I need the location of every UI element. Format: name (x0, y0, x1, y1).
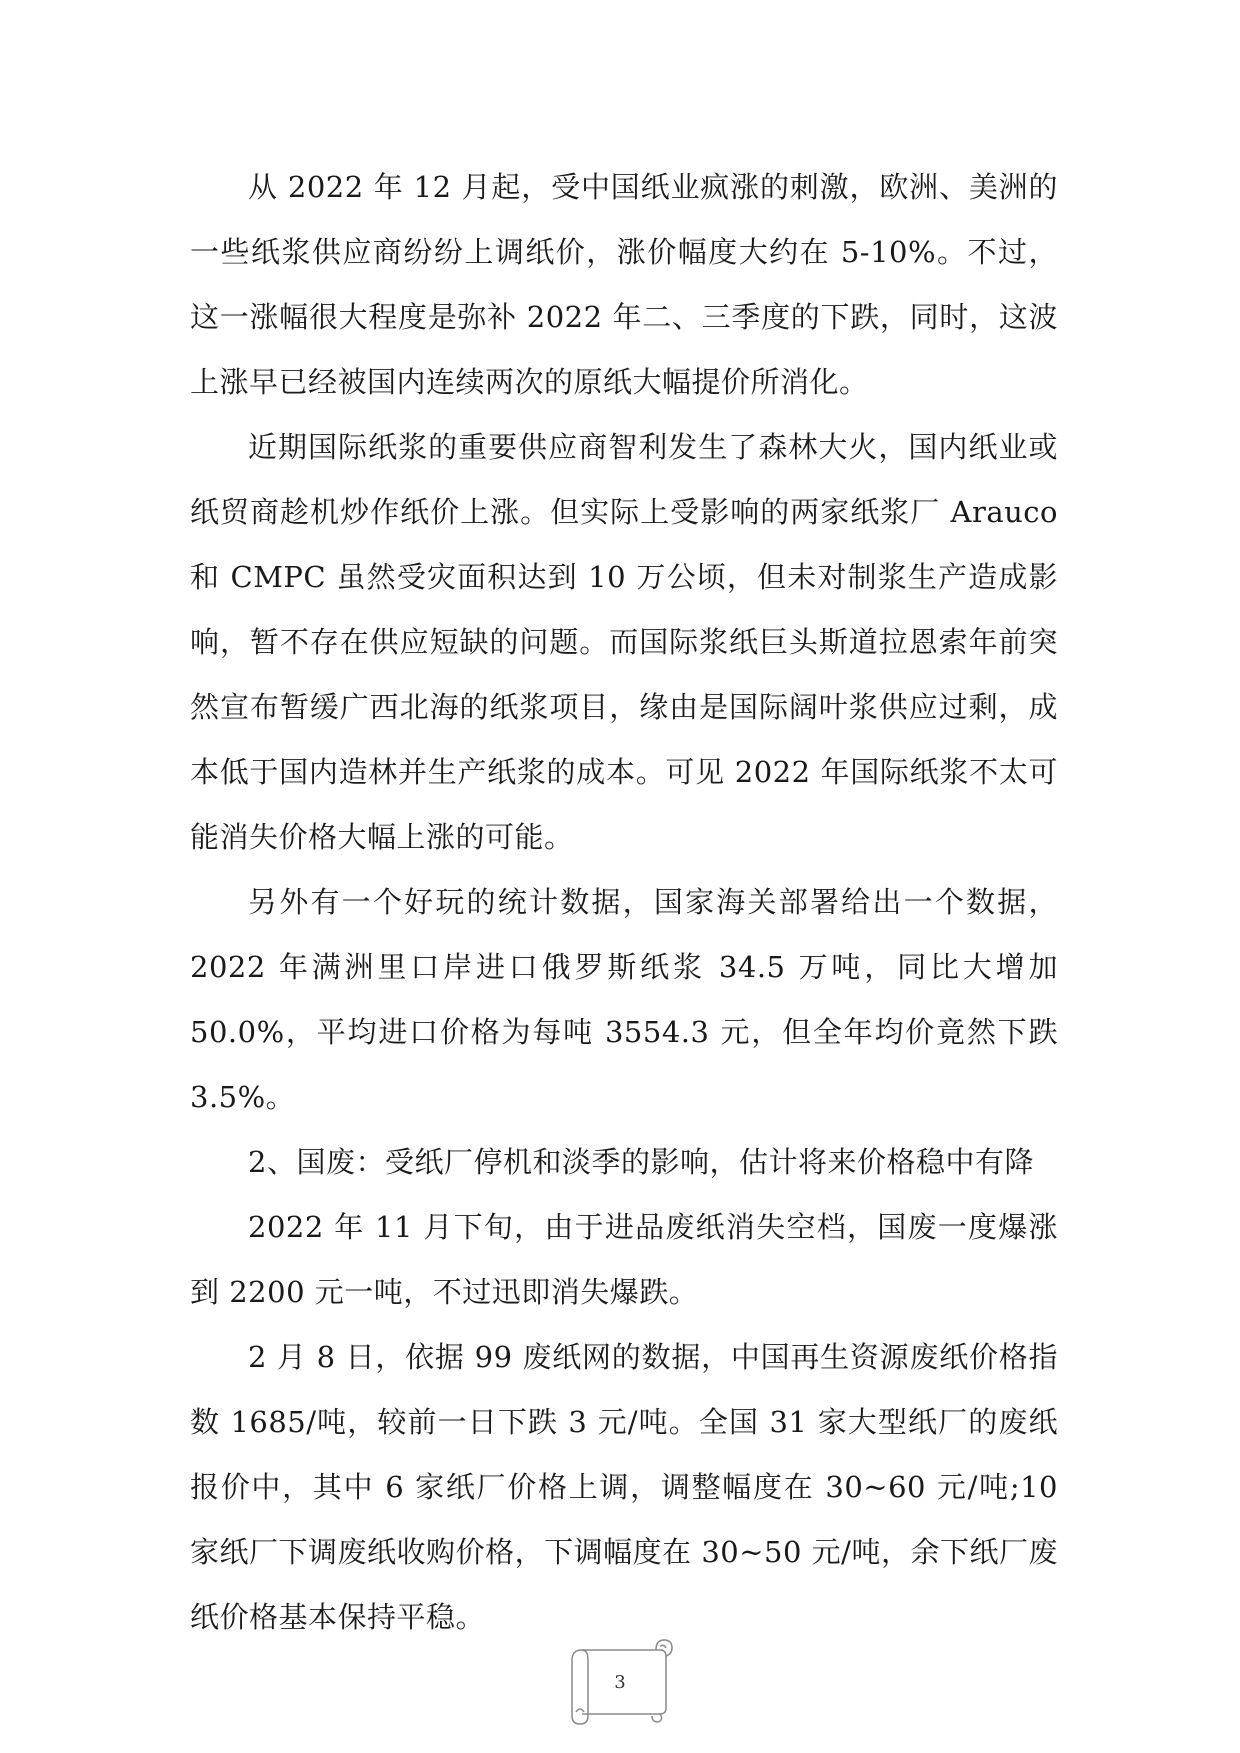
page-number: 3 (614, 1672, 626, 1693)
document-body (190, 155, 1058, 1650)
section-heading-waste-paper: 2、国废：受纸厂停机和淡季的影响，估计将来价格稳中有降 (248, 1145, 1034, 1179)
paragraph-4: 2022 年 11 月下旬，由于进品废纸消失空档，国废一度爆涨到 2200 元一吨，不过迅即消失爆跌。 (190, 1210, 1058, 1309)
page-footer (560, 1636, 680, 1726)
paragraph-3: 另外有一个好玩的统计数据，国家海关部署给出一个数据，2022 年满洲里口岸进口俄罗斯纸浆 34.5 万吨，同比大增加 50.0%，平均进口价格为每吨 3554.3 元，但全年均价竟然下跌 3.5%。 (190, 885, 1058, 1114)
paragraph-2: 近期国际纸浆的重要供应商智利发生了森林大火，国内纸业或纸贸商趁机炒作纸价上涨。但实际上受影响的两家纸浆厂 Arauco 和 CMPC 虽然受灾面积达到 10 万公顷，但未对制浆生产造成影响，暂不存在供应短缺的问题。而国际浆纸巨头斯道拉恩索年前突然宣布暂缓广西北海的纸浆项目，缘由是国际阔叶浆供应过剩，成本低于国内造林并生产纸浆的成本。可见 2022 年国际纸浆不太可能消失价格大幅上涨的可能。 (190, 430, 1058, 854)
paragraph-5: 2 月 8 日，依据 99 废纸网的数据，中国再生资源废纸价格指数 1685/吨，较前一日下跌 3 元/吨。全国 31 家大型纸厂的废纸报价中，其中 6 家纸厂价格上调，调整幅度在 30~60 元/吨;10 家纸厂下调废纸收购价格，下调幅度在 30~50 元/吨，余下纸厂废纸价格基本保持平稳。 (190, 1340, 1058, 1634)
paragraph-1: 从 2022 年 12 月起，受中国纸业疯涨的刺激，欧洲、美洲的一些纸浆供应商纷纷上调纸价，涨价幅度大约在 5-10%。不过，这一涨幅很大程度是弥补 2022 年二、三季度的下跌，同时，这波上涨早已经被国内连续两次的原纸大幅提价所消化。 (190, 170, 1059, 399)
